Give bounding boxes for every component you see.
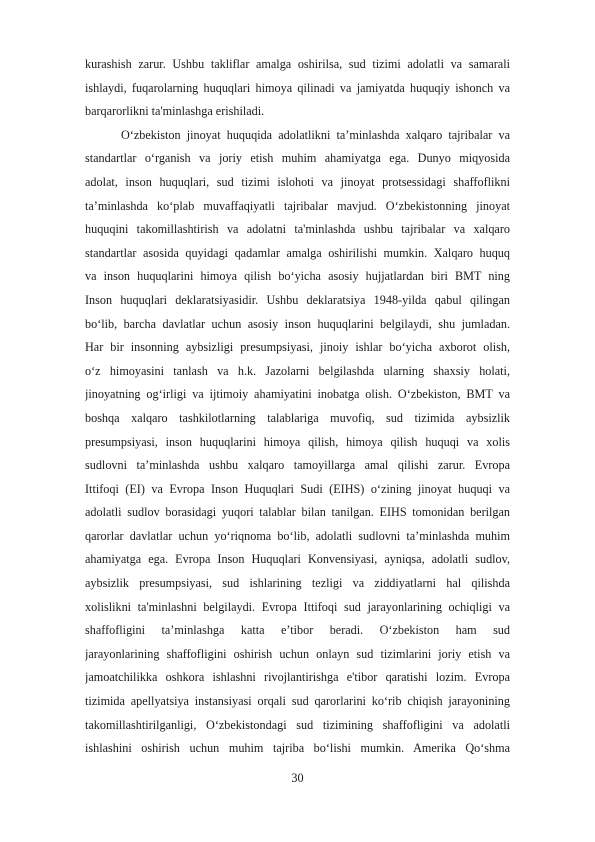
text-line: qarorlar davlatlar uchun yo‘riqnoma bo‘lib, adolatli sudlovni ta’minlashda muhim [85,528,510,543]
text-line: o‘z himoyasini tanlash va h.k. Jazolarni belgilashda ularning shaxsiy holati, [85,363,510,378]
text-line: adolatli sudlov borasidagi yuqori talablar bilan tanilgan. EIHS tomonidan berilgan [85,505,510,520]
text-line: va inson huquqlarini himoya qilish bo‘yicha asosiy hujjatlardan biri BMT ning [85,269,510,284]
text-line: standartlar o‘rganish va joriy etish muhim ahamiyatga ega. Dunyo miqyosida [85,151,510,166]
paragraph-first-line: O‘zbekiston jinoyat huquqida adolatlikni ta’minlashda xalqaro tajribalar va [121,127,510,142]
page-number: 30 [291,771,304,785]
text-line: xolislikni ta'minlashni belgilaydi. Evropa Ittifoqi sud jarayonlarining ochiqligi va [85,599,510,614]
text-line: shaffofligini ta’minlashga katta e’tibor beradi. O‘zbekiston ham sud [85,623,510,638]
text-line: ahamiyatga ega. Evropa Inson Huquqlari Konvensiyasi, ayniqsa, adolatli sudlov, [85,552,510,567]
text-line: aybsizlik presumpsiyasi, sud ishlarining tezligi va ziddiyatlarni hal qilishda [85,576,510,591]
text-line: jamoatchilikka oshkora ishlashni rivojlantirishga e'tibor qaratishi lozim. Evropa [85,670,510,685]
text-line: Inson huquqlari deklaratsiyasidir. Ushbu deklaratsiya 1948-yilda qabul qilingan [85,292,510,307]
text-line: ishlashini oshirish uchun muhim tajriba bo‘lishi mumkin. Amerika Qo‘shma [85,741,510,756]
text-line: standartlar asosida quyidagi qadamlar amalga oshirilishi mumkin. Xalqaro huquq [85,245,510,260]
text-line: boshqa xalqaro tashkilotlarning talablariga muvofiq, sud tizimida aybsizlik [85,410,510,425]
text-line: ishlaydi, fuqarolarning huquqlari himoya qilinadi va jamiyatda huquqiy ishonch va [85,80,510,95]
text-line: sudlovni ta’minlashda ushbu xalqaro tamoyillarga amal qilishi zarur. Evropa [85,458,510,473]
text-line: barqarorlikni ta'minlashga erishiladi. [85,104,265,119]
text-line: bo‘lib, barcha davlatlar uchun asosiy inson huquqlarini belgilaydi, shu jumladan. [85,316,510,331]
text-line: ta’minlashda ko‘plab muvaffaqiyatli tajribalar mavjud. O‘zbekistonning jinoyat [85,198,510,213]
text-line: adolat, inson huquqlari, sud tizimi islohoti va jinoyat protsessidagi shaffoflikni [85,174,510,189]
document-body [85,53,510,761]
text-line: Ittifoqi (EI) va Evropa Inson Huquqlari Sudi (EIHS) o‘zining jinoyat huquqi va [85,481,510,496]
text-line: huquqini takomillashtirish va adolatni ta'minlashda ushbu tajribalar va xalqaro [85,222,510,237]
text-line: kurashish zarur. Ushbu takliflar amalga oshirilsa, sud tizimi adolatli va samarali [85,57,510,71]
text-line: presumpsiyasi, inson huquqlarini himoya qilish, himoya qilish huquqi va xolis [85,434,510,449]
text-line: Har bir insonning aybsizligi presumpsiyasi, jinoiy ishlar bo‘yicha axborot olish, [85,340,510,355]
text-line: tizimida apellyatsiya instansiyasi orqali sud qarorlarini ko‘rib chiqish jarayonining [85,694,510,709]
text-line: jinoyatning og‘irligi va ijtimoiy ahamiyatini inobatga olish. O‘zbekiston, BMT va [85,387,510,402]
text-line: jarayonlarining shaffofligini oshirish uchun onlayn sud tizimlarini joriy etish va [85,646,510,661]
text-line: takomillashtirilganligi, O‘zbekistondagi sud tizimining shaffofligini va adolatli [85,717,510,732]
